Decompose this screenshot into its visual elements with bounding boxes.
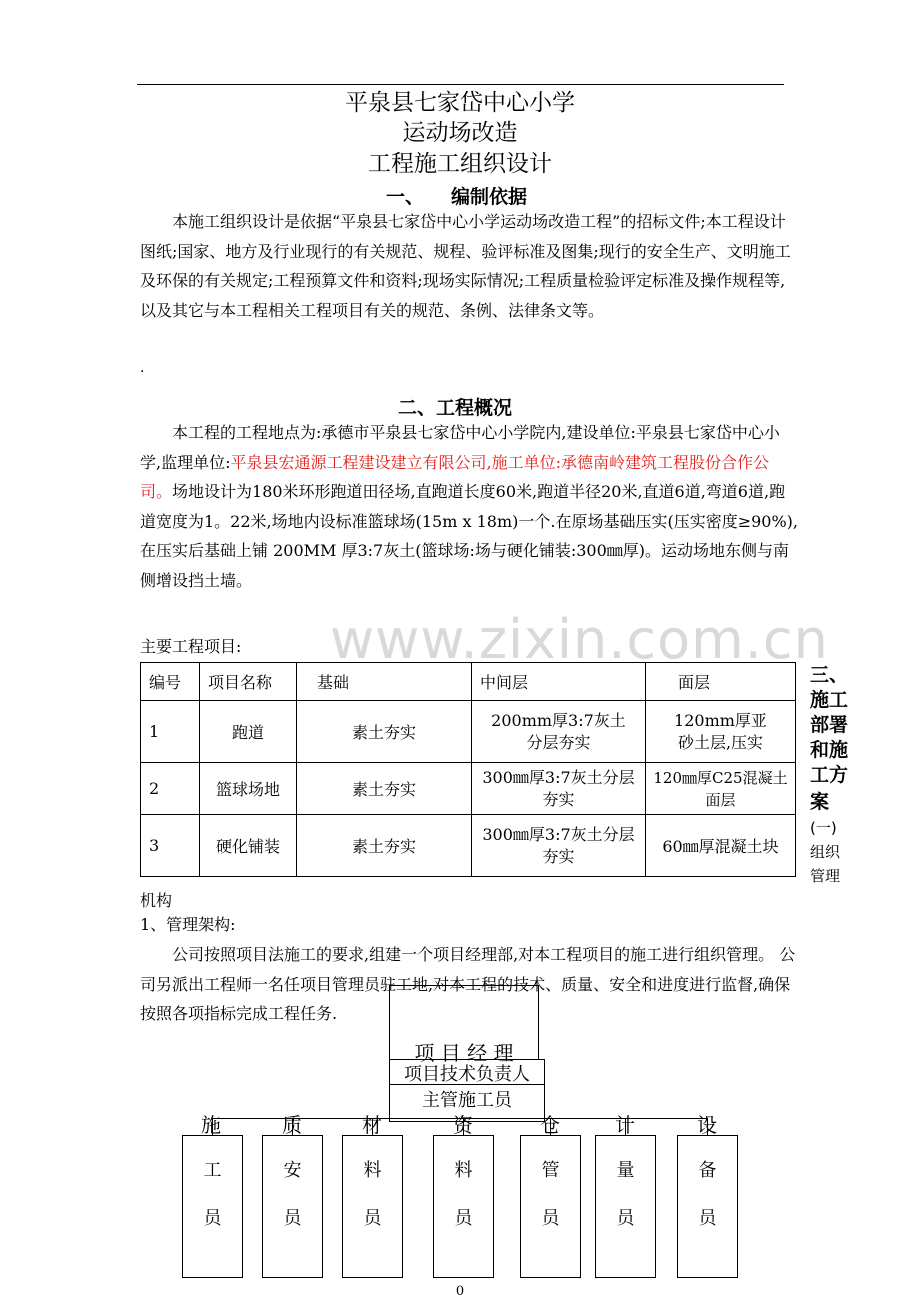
table-cell: 3 <box>141 815 200 877</box>
dept-head-char: 设 <box>697 1113 717 1137</box>
dept-head-char: 材 <box>362 1113 382 1137</box>
dept-char: 管 <box>541 1160 560 1181</box>
doc-title-line3: 工程施工组织设计 <box>368 151 552 177</box>
dept-box-measurement <box>595 1135 656 1278</box>
dept-box-equipment <box>677 1135 738 1278</box>
section2-paragraph <box>140 418 800 595</box>
dept-head-char: 仓 <box>540 1113 560 1137</box>
table-cell: 120㎜厚C25混凝土面层 <box>646 763 796 815</box>
dept-char: 料 <box>363 1160 382 1181</box>
section1-paragraph: 本施工组织设计是依据“平泉县七家岱中心小学运动场改造工程”的招标文件;本工程设计图纸;国家、地方及行业现行的有关规范、规程、验评标准及图集;现行的安全生产、文明施工及环保的有关规定;工程预算文件和资料;现场实际情况;工程质量检验评定标准及操作规程等,以及其它与本工程相关工程项目有关的规范、条例、法律条文等。 <box>140 212 791 320</box>
dept-char: 备 <box>698 1160 717 1181</box>
table-caption: 主要工程项目: <box>140 637 242 656</box>
dept-box-warehouse <box>520 1135 581 1278</box>
section3-heading-line: 部署 <box>810 714 849 736</box>
header-cell: 项目名称 <box>200 663 297 701</box>
dept-head-char: 资 <box>453 1113 473 1137</box>
table-cell: 素土夯实 <box>297 763 472 815</box>
header-cell: 基础 <box>297 663 472 701</box>
section2-text-part1: 本工程的工程地点为:承德市平泉县七家岱中心小学院内,建设单位:平泉县七家岱中心小学,监理单位: <box>140 423 780 472</box>
section2-text-part2: 场地设计为180米环形跑道田径场,直跑道长度60米,跑道半径20米,直道6道,弯道6道,跑道宽度为1。22米,场地内设标准篮球场(15m x 18m)一个.在原场基础压实(压实密度≥90%),在压实后基础上铺 200MM 厚3:7灰土(篮球场:场与硬化铺装:300㎜厚)。运动场地东侧与南侧增设挡土墙。 <box>140 482 798 590</box>
section3-continuation: 机构 <box>140 891 173 910</box>
watermark: www.zixin.com.cn <box>330 608 829 671</box>
header-cell: 面层 <box>646 663 796 701</box>
section1-number: 一、 <box>386 186 425 208</box>
dept-box-construction <box>182 1135 243 1278</box>
section1-heading: 编制依据 <box>451 186 528 208</box>
table-cell: 硬化铺装 <box>200 815 297 877</box>
doc-title-line2: 运动场改造 <box>402 120 518 146</box>
dept-char: 员 <box>454 1208 473 1229</box>
table-row <box>141 815 796 877</box>
project-table <box>140 662 796 877</box>
dept-char: 员 <box>203 1208 222 1229</box>
doc-title-line1: 平泉县七家岱中心小学 <box>345 90 575 116</box>
table-row <box>141 701 796 763</box>
dept-head-char: 计 <box>615 1113 635 1137</box>
dept-char: 量 <box>616 1160 635 1181</box>
table-header-row <box>141 663 796 701</box>
section2-red-text: 平泉县宏通源工程建设建立有限公司,施工单位:承德南岭建筑工程股份合作公司。 <box>140 452 769 501</box>
table-cell: 1 <box>141 701 200 763</box>
dept-char: 员 <box>283 1208 302 1229</box>
section3-heading-line: 工方 <box>810 764 849 786</box>
construction-lead-label: 主管施工员 <box>422 1090 512 1111</box>
table-row <box>141 763 796 815</box>
dept-char: 工 <box>203 1160 222 1181</box>
table-cell: 300㎜厚3:7灰土分层夯实 <box>472 763 646 815</box>
header-cell: 中间层 <box>472 663 646 701</box>
section3-sub-line: 管理 <box>810 867 841 885</box>
table-cell: 300㎜厚3:7灰土分层夯实 <box>472 815 646 877</box>
table-cell: 2 <box>141 763 200 815</box>
table-cell: 200mm厚3:7灰土分层夯实 <box>472 701 646 763</box>
table-cell: 跑道 <box>200 701 297 763</box>
section3-sub-line: (一) <box>810 819 837 837</box>
dept-box-documents <box>433 1135 494 1278</box>
section3-sub1: 1、管理架构: <box>140 915 236 934</box>
section2-body <box>140 418 800 595</box>
manager-label: 项 目 经 理 <box>414 1041 514 1065</box>
section2-heading: 二、工程概况 <box>398 397 513 419</box>
dept-box-materials <box>342 1135 403 1278</box>
dept-char: 料 <box>454 1160 473 1181</box>
page-number: 0 <box>455 1284 465 1299</box>
dept-box-quality-safety <box>262 1135 323 1278</box>
section3-heading-line: 三、 <box>810 664 849 686</box>
section3-heading-line: 和施 <box>810 739 849 761</box>
table-cell: 120mm厚亚砂土层,压实 <box>646 701 796 763</box>
tech-lead-label: 项目技术负责人 <box>404 1064 530 1085</box>
dept-char: 员 <box>363 1208 382 1229</box>
dept-head-char: 质 <box>282 1113 302 1137</box>
section3-paragraph: 公司按照项目法施工的要求,组建一个项目经理部,对本工程项目的施工进行组织管理。 公司另派出工程师一名任项目管理员驻工地,对本工程的技术、质量、安全和进度进行监督,确保按照各项指标完成工程任务. <box>140 945 796 1023</box>
header-rule <box>137 84 784 85</box>
dept-char: 员 <box>616 1208 635 1229</box>
dept-char: 员 <box>541 1208 560 1229</box>
section3-heading-line: 案 <box>810 791 830 813</box>
section3-sub-line: 组织 <box>810 843 841 861</box>
table-cell: 篮球场地 <box>200 763 297 815</box>
header-cell: 编号 <box>141 663 200 701</box>
table-cell: 素土夯实 <box>297 815 472 877</box>
table-cell: 素土夯实 <box>297 701 472 763</box>
dept-char: 安 <box>283 1160 302 1181</box>
section1-body <box>140 207 800 325</box>
stray-dot: . <box>140 360 145 376</box>
dept-head-char: 施 <box>201 1113 221 1137</box>
section3-heading-line: 施工 <box>810 689 849 711</box>
table-cell: 60㎜厚混凝土块 <box>646 815 796 877</box>
dept-char: 员 <box>698 1208 717 1229</box>
